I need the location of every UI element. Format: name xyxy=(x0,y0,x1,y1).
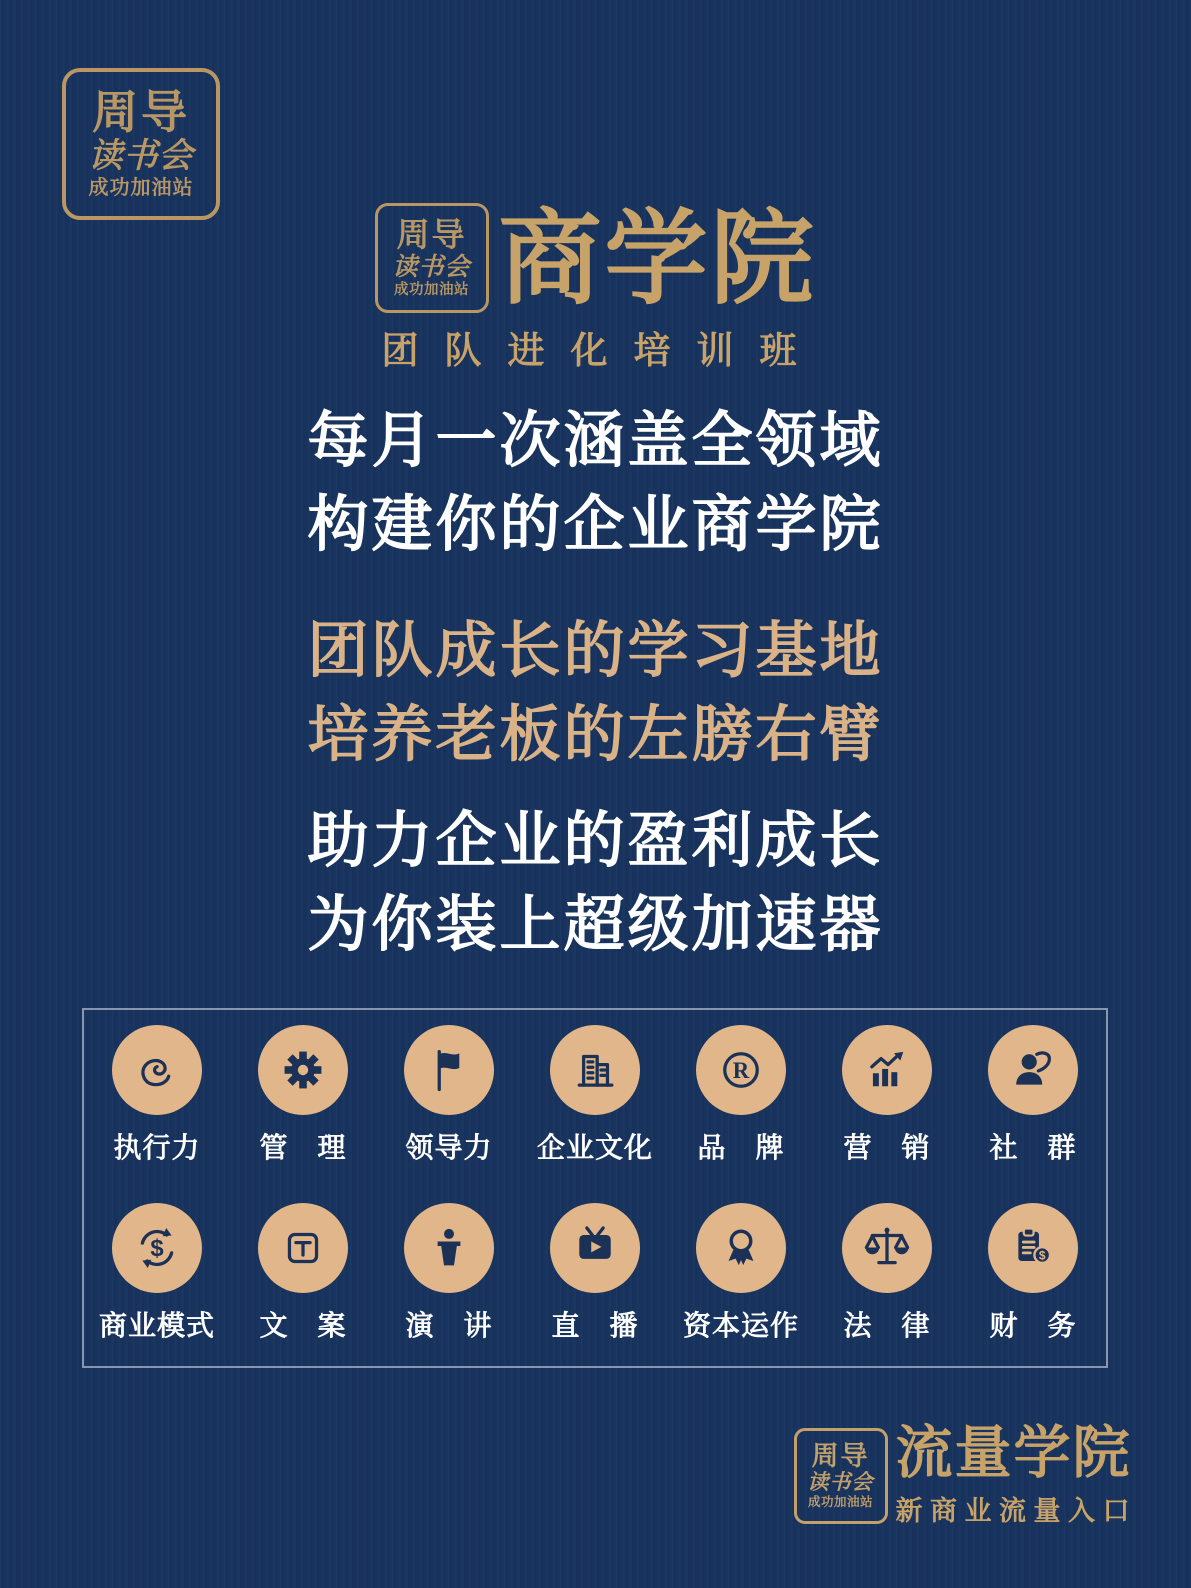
slogan-line: 构建你的企业商学院 xyxy=(307,490,884,558)
slogan-line: 为你装上超级加速器 xyxy=(307,890,884,958)
topic-capital-operation xyxy=(668,1188,814,1366)
slogan-block-1 xyxy=(0,398,1191,566)
footer-subtitle: 新商业流量入口 xyxy=(895,1495,1137,1526)
header-lockup xyxy=(0,200,1191,316)
slogan-line: 培养老板的左膀右臂 xyxy=(307,700,884,768)
topic-icon-circle xyxy=(842,1025,932,1115)
topic-label: 演 讲 xyxy=(405,1310,493,1341)
topic-corporate-culture xyxy=(522,1010,668,1188)
topic-label: 营 销 xyxy=(843,1132,931,1163)
slogan-block-2 xyxy=(0,608,1191,776)
live-tv-icon xyxy=(569,1222,621,1274)
zhoudao-reading-club-seal-small xyxy=(375,203,489,313)
topic-icon-circle xyxy=(842,1203,932,1293)
podium-speaker-icon xyxy=(423,1222,475,1274)
topic-icon-circle xyxy=(988,1025,1078,1115)
letter-t-icon xyxy=(277,1222,329,1274)
topic-label: 资本运作 xyxy=(682,1310,799,1341)
topic-law xyxy=(814,1188,960,1366)
topic-label: 直 播 xyxy=(551,1310,639,1341)
topic-brand xyxy=(668,1010,814,1188)
page-subtitle: 团队进化培训班 xyxy=(381,330,823,371)
svg-text:R: R xyxy=(732,1058,750,1084)
topic-business-model xyxy=(84,1188,230,1366)
topic-icon-circle xyxy=(988,1203,1078,1293)
seal-tagline: 成功加油站 xyxy=(807,1495,873,1510)
slogan-block-3 xyxy=(0,798,1191,966)
person-icon xyxy=(1007,1044,1059,1096)
dollar-cycle-icon xyxy=(131,1222,183,1274)
muscle-arm-icon xyxy=(131,1044,183,1096)
topic-icon-circle xyxy=(404,1203,494,1293)
footer-lockup xyxy=(794,1421,1138,1528)
topic-label: 社 群 xyxy=(989,1132,1077,1163)
seal-brand-name: 周导 xyxy=(396,216,467,254)
topic-icon-circle xyxy=(550,1025,640,1115)
topic-copywriting xyxy=(230,1188,376,1366)
clipboard-dollar-icon xyxy=(1007,1222,1059,1274)
topic-community xyxy=(960,1010,1106,1188)
topic-label: 品 牌 xyxy=(697,1132,785,1163)
seal-brand-name: 周导 xyxy=(92,86,190,138)
topic-public-speaking xyxy=(376,1188,522,1366)
topic-icon-circle xyxy=(696,1203,786,1293)
slogan-line: 每月一次涵盖全领域 xyxy=(307,406,884,474)
topic-icon-circle xyxy=(258,1203,348,1293)
slogan-line: 团队成长的学习基地 xyxy=(307,616,884,684)
seal-brand-name: 周导 xyxy=(811,1441,870,1472)
topic-label: 文 案 xyxy=(259,1310,347,1341)
zhoudao-reading-club-seal xyxy=(62,68,220,220)
topic-leadership xyxy=(376,1010,522,1188)
topic-label: 执行力 xyxy=(113,1132,201,1163)
topic-label: 商业模式 xyxy=(98,1310,215,1341)
zhoudao-reading-club-seal-footer xyxy=(794,1428,888,1524)
seal-tagline: 成功加油站 xyxy=(88,177,194,200)
scales-icon xyxy=(861,1222,913,1274)
topic-label: 领导力 xyxy=(405,1132,493,1163)
topics-grid xyxy=(82,1008,1108,1368)
topic-marketing xyxy=(814,1010,960,1188)
topic-live-streaming xyxy=(522,1188,668,1366)
topic-icon-circle xyxy=(258,1025,348,1115)
topic-icon-circle xyxy=(696,1025,786,1115)
topic-label: 财 务 xyxy=(989,1310,1077,1341)
topic-label: 管 理 xyxy=(259,1132,347,1163)
topic-icon-circle xyxy=(550,1203,640,1293)
footer-text xyxy=(895,1421,1138,1528)
seal-tagline: 成功加油站 xyxy=(394,281,469,298)
topic-icon-circle xyxy=(112,1203,202,1293)
registered-trademark-icon xyxy=(715,1044,767,1096)
seal-club-name: 读书会 xyxy=(392,252,471,281)
topic-finance xyxy=(960,1188,1106,1366)
slogan-line: 助力企业的盈利成长 xyxy=(307,806,884,874)
topic-label: 法 律 xyxy=(843,1310,931,1341)
page-title: 商学院 xyxy=(498,200,817,316)
topic-icon-circle xyxy=(404,1025,494,1115)
seal-club-name: 读书会 xyxy=(88,136,194,175)
footer-title: 流量学院 xyxy=(895,1421,1132,1485)
seal-club-name: 读书会 xyxy=(807,1470,874,1494)
flag-icon xyxy=(423,1044,475,1096)
buildings-icon xyxy=(569,1044,621,1096)
svg-text:$: $ xyxy=(1038,1248,1046,1263)
medal-icon xyxy=(715,1222,767,1274)
topic-icon-circle xyxy=(112,1025,202,1115)
topic-management xyxy=(230,1010,376,1188)
svg-text:$: $ xyxy=(150,1235,164,1263)
topic-label: 企业文化 xyxy=(536,1132,653,1163)
growth-chart-icon xyxy=(861,1044,913,1096)
topic-execution xyxy=(84,1010,230,1188)
gear-icon xyxy=(277,1044,329,1096)
